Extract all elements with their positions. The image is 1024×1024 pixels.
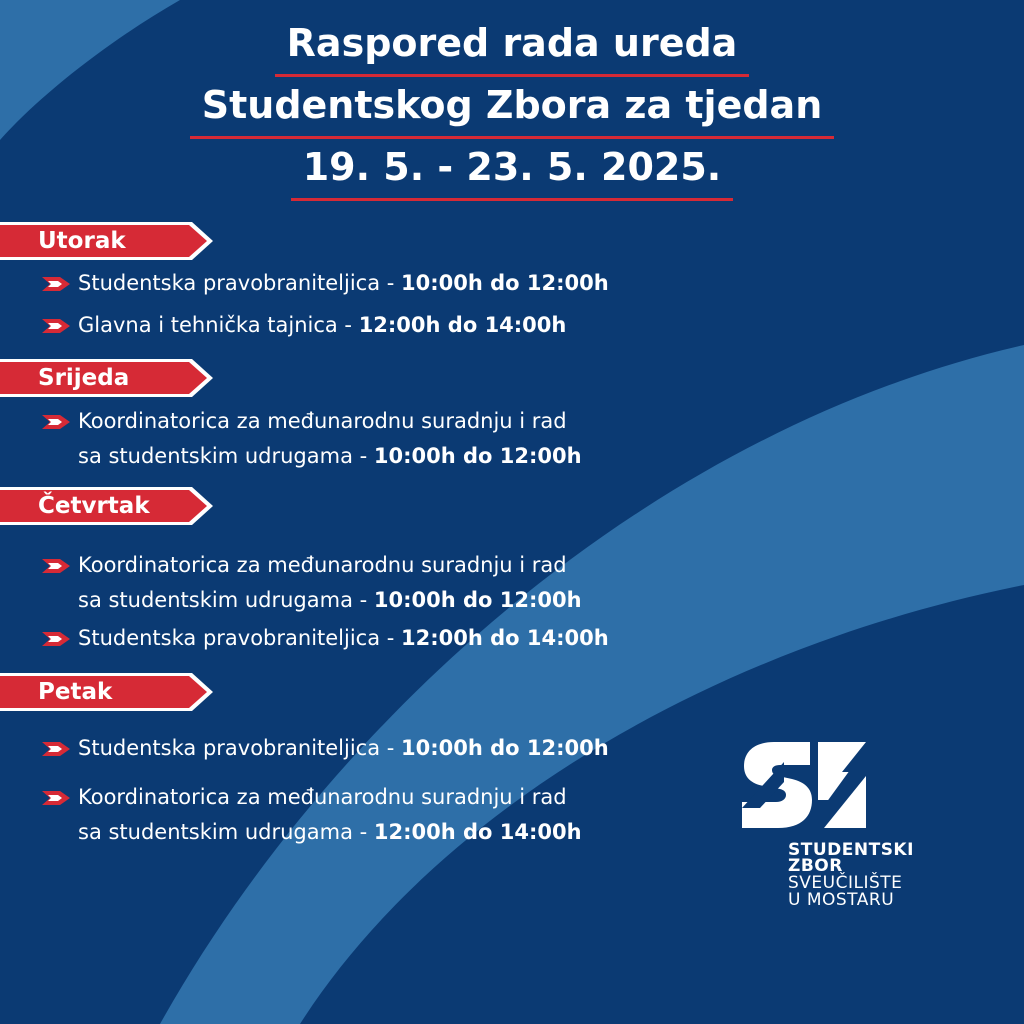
item-role-line2: sa studentskim udrugama - <box>78 444 374 468</box>
title-line-1: Raspored rada ureda <box>275 18 750 77</box>
item-time: 10:00h do 12:00h <box>373 444 582 468</box>
item-time: 10:00h do 12:00h <box>373 588 582 612</box>
item-time: 12:00h do 14:00h <box>401 626 609 650</box>
chevron-bullet-icon <box>42 742 70 756</box>
chevron-bullet-icon <box>42 632 70 646</box>
item-role-line1: Koordinatorica za međunarodnu suradnju i rad <box>78 785 567 809</box>
item-role: Glavna i tehnička tajnica - <box>78 313 359 337</box>
day-label: Utorak <box>38 228 126 254</box>
item-role-line2: sa studentskim udrugama - <box>78 588 374 612</box>
item-time: 10:00h do 12:00h <box>401 736 609 760</box>
item-time: 10:00h do 12:00h <box>401 271 609 295</box>
chevron-bullet-icon <box>42 319 70 333</box>
item-role: Studentska pravobraniteljica - <box>78 736 402 760</box>
chevron-bullet-icon <box>42 791 70 805</box>
sz-monogram-icon <box>740 742 866 828</box>
chevron-bullet-icon <box>42 415 70 429</box>
schedule-item <box>42 780 702 850</box>
schedule-item <box>42 308 702 343</box>
logo-text-line2: ZBOR <box>788 856 843 876</box>
title-line-3: 19. 5. - 23. 5. 2025. <box>291 142 734 201</box>
schedule-item <box>42 404 702 474</box>
day-tab-petak <box>0 673 215 711</box>
day-label: Četvrtak <box>38 493 150 519</box>
item-time: 12:00h do 14:00h <box>373 820 582 844</box>
chevron-bullet-icon <box>42 277 70 291</box>
day-tab-utorak <box>0 222 215 260</box>
day-tab-cetvrtak <box>0 487 215 525</box>
item-role-line1: Koordinatorica za međunarodnu suradnju i rad <box>78 409 567 433</box>
schedule-item <box>42 266 702 301</box>
item-role-line2: sa studentskim udrugama - <box>78 820 374 844</box>
schedule-item <box>42 731 702 766</box>
schedule-item <box>42 548 702 618</box>
title-block <box>0 18 1024 204</box>
item-role: Studentska pravobraniteljica - <box>78 626 402 650</box>
schedule-item <box>42 621 702 656</box>
logo-text-line1: STUDENTSKI <box>788 840 914 860</box>
logo-text-line4: U MOSTARU <box>788 890 895 910</box>
logo-text-line3: SVEUČILIŠTE <box>788 873 903 893</box>
item-role-line1: Koordinatorica za međunarodnu suradnju i rad <box>78 553 567 577</box>
item-time: 12:00h do 14:00h <box>358 313 567 337</box>
chevron-bullet-icon <box>42 559 70 573</box>
item-role: Studentska pravobraniteljica - <box>78 271 402 295</box>
day-label: Srijeda <box>38 365 130 391</box>
title-line-2: Studentskog Zbora za tjedan <box>190 80 835 139</box>
day-tab-srijeda <box>0 359 215 397</box>
day-label: Petak <box>38 679 113 705</box>
